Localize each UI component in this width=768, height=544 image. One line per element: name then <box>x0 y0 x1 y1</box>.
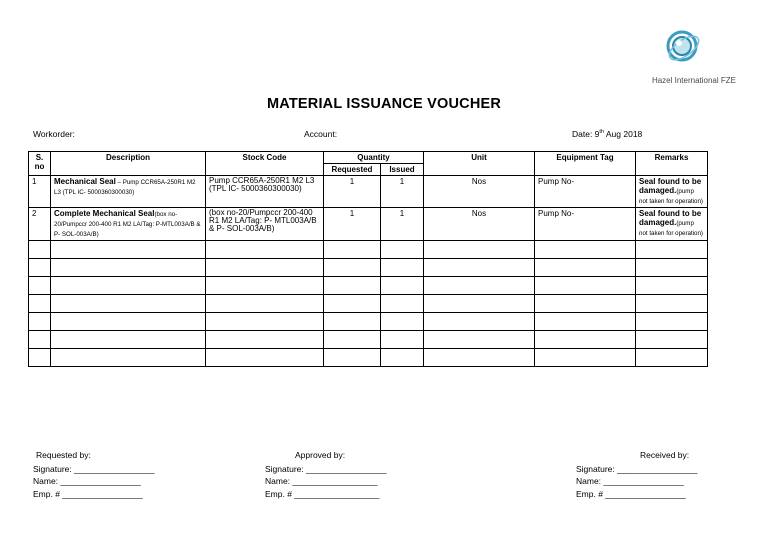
header-remarks: Remarks <box>636 152 708 176</box>
approved-by-block <box>265 449 386 500</box>
row-description-title: Mechanical Seal <box>54 177 116 186</box>
table-row <box>29 176 708 208</box>
header-stock-code: Stock Code <box>206 152 324 176</box>
account-label: Account: <box>304 129 338 139</box>
header-issued: Issued <box>381 164 424 176</box>
empty-row <box>29 313 708 331</box>
row-sno: 2 <box>29 208 51 241</box>
header-sno: S. no <box>29 152 51 176</box>
row-description-detail: – Pump CCR65A-250R1 M2 L3 (TPL IC- 5000360300030) <box>54 179 196 196</box>
voucher-table <box>28 151 708 367</box>
requested-emp-line: Emp. # _________________ <box>33 488 143 499</box>
header-equipment-tag: Equipment Tag <box>535 152 636 176</box>
empty-row <box>29 277 708 295</box>
row-equipment-tag: Pump No- <box>535 208 636 241</box>
table-row <box>29 208 708 241</box>
date-suffix: Aug 2018 <box>604 129 643 139</box>
received-by-block <box>576 449 697 500</box>
row-remarks-main: Seal found to be damaged. <box>639 209 702 227</box>
row-requested: 1 <box>324 176 381 208</box>
received-name-line: Name: _________________ <box>576 476 684 486</box>
received-signature-line: Signature: _________________ <box>576 463 698 474</box>
approved-signature-line: Signature: _________________ <box>265 463 387 474</box>
header-quantity: Quantity <box>324 152 424 164</box>
requested-by-block <box>33 449 154 500</box>
company-name: Hazel International FZE <box>651 76 736 85</box>
empty-row <box>29 259 708 277</box>
empty-row <box>29 241 708 259</box>
empty-row <box>29 331 708 349</box>
row-remarks <box>636 208 708 241</box>
header-unit: Unit <box>424 152 535 176</box>
row-stock-code: Pump CCR65A-250R1 M2 L3 (TPL IC- 5000360300030) <box>206 176 324 208</box>
requested-signature-line: Signature: _________________ <box>33 463 155 474</box>
row-remarks-note: (pump not taken for operation) <box>639 188 703 205</box>
row-remarks-note: (pump not taken for operation) <box>639 220 703 237</box>
requested-name-line: Name: _________________ <box>33 476 141 486</box>
row-unit: Nos <box>424 176 535 208</box>
date-prefix: Date: 9 <box>572 129 600 139</box>
requested-by-heading: Requested by: <box>36 450 91 460</box>
row-description-title: Complete Mechanical Seal <box>54 209 155 218</box>
header-description: Description <box>51 152 206 176</box>
received-by-heading: Received by: <box>640 450 690 460</box>
company-logo <box>620 26 740 90</box>
header-requested: Requested <box>324 164 381 176</box>
row-issued: 1 <box>381 208 424 241</box>
row-sno: 1 <box>29 176 51 208</box>
header-row <box>29 152 708 164</box>
row-stock-code: (box no-20/Pumpccr 200-400 R1 M2 LA/Tag: P- MTL003A/B & P- SOL-003A/B) <box>206 208 324 241</box>
row-requested: 1 <box>324 208 381 241</box>
row-description <box>51 176 206 208</box>
approved-by-heading: Approved by: <box>295 450 346 460</box>
row-remarks-main: Seal found to be damaged. <box>639 177 702 195</box>
row-description <box>51 208 206 241</box>
approved-name-line: Name: __________________ <box>265 476 378 486</box>
page-title: MATERIAL ISSUANCE VOUCHER <box>266 96 502 112</box>
row-remarks <box>636 176 708 208</box>
globe-logo-icon <box>662 26 702 68</box>
row-equipment-tag: Pump No- <box>535 176 636 208</box>
approved-emp-line: Emp. # __________________ <box>265 488 380 499</box>
row-description-detail: (box no-20/Pumpccr 200-400 R1 M2 LA/Tag: P-MTL003A/B & P- SOL-003A/B) <box>54 211 201 238</box>
row-issued: 1 <box>381 176 424 208</box>
empty-row <box>29 349 708 367</box>
workorder-label: Workorder: <box>33 129 75 139</box>
date-label <box>572 129 642 139</box>
received-emp-line: Emp. # _________________ <box>576 488 686 499</box>
empty-row <box>29 295 708 313</box>
date-ordinal: th <box>599 129 604 136</box>
row-unit: Nos <box>424 208 535 241</box>
